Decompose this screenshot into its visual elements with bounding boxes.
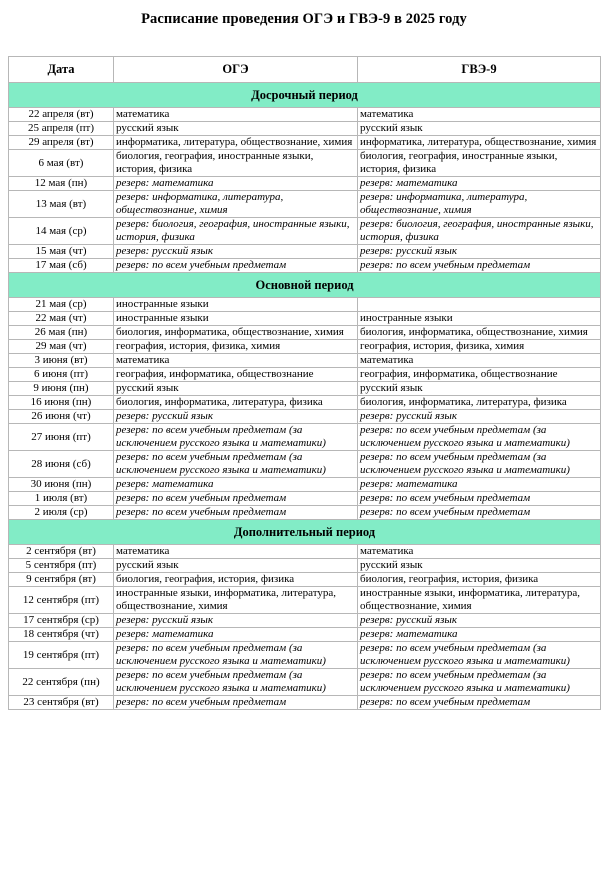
oge-cell: русский язык: [114, 122, 358, 136]
date-cell: 1 июля (вт): [9, 492, 114, 506]
gve-cell: резерв: по всем учебным предметам (за исключением русского языка и математики): [358, 669, 601, 696]
table-row: [9, 354, 601, 368]
period-header-row: [9, 83, 601, 108]
schedule-table: [8, 56, 601, 710]
gve-cell: резерв: по всем учебным предметам (за исключением русского языка и математики): [358, 424, 601, 451]
oge-cell: резерв: математика: [114, 478, 358, 492]
date-cell: 12 сентября (пт): [9, 587, 114, 614]
date-cell: 19 сентября (пт): [9, 642, 114, 669]
oge-cell: резерв: по всем учебным предметам: [114, 696, 358, 710]
oge-cell: резерв: по всем учебным предметам (за исключением русского языка и математики): [114, 669, 358, 696]
table-row: [9, 368, 601, 382]
oge-cell: биология, география, история, физика: [114, 573, 358, 587]
gve-cell: география, история, физика, химия: [358, 340, 601, 354]
date-cell: 6 июня (пт): [9, 368, 114, 382]
gve-cell: русский язык: [358, 122, 601, 136]
gve-cell: биология, информатика, литература, физика: [358, 396, 601, 410]
table-row: [9, 587, 601, 614]
table-row: [9, 312, 601, 326]
gve-cell: резерв: русский язык: [358, 245, 601, 259]
table-row: [9, 150, 601, 177]
gve-cell: резерв: русский язык: [358, 410, 601, 424]
date-cell: 23 сентября (вт): [9, 696, 114, 710]
date-cell: 28 июня (сб): [9, 451, 114, 478]
date-cell: 25 апреля (пт): [9, 122, 114, 136]
gve-cell: резерв: биология, география, иностранные языки, история, физика: [358, 218, 601, 245]
table-row: [9, 340, 601, 354]
date-cell: 14 мая (ср): [9, 218, 114, 245]
date-cell: 22 мая (чт): [9, 312, 114, 326]
oge-cell: иностранные языки: [114, 298, 358, 312]
table-row: [9, 259, 601, 273]
table-row: [9, 245, 601, 259]
gve-cell: резерв: математика: [358, 177, 601, 191]
table-row: [9, 573, 601, 587]
oge-cell: математика: [114, 545, 358, 559]
period-title: Дополнительный период: [9, 520, 601, 545]
oge-cell: резерв: русский язык: [114, 410, 358, 424]
date-cell: 29 апреля (вт): [9, 136, 114, 150]
oge-cell: иностранные языки: [114, 312, 358, 326]
table-row: [9, 424, 601, 451]
oge-cell: география, информатика, обществознание: [114, 368, 358, 382]
gve-cell: резерв: по всем учебным предметам (за исключением русского языка и математики): [358, 642, 601, 669]
table-row: [9, 191, 601, 218]
table-row: [9, 177, 601, 191]
period-header-row: [9, 273, 601, 298]
gve-cell: резерв: по всем учебным предметам (за исключением русского языка и математики): [358, 451, 601, 478]
table-row: [9, 122, 601, 136]
gve-cell: резерв: по всем учебным предметам: [358, 492, 601, 506]
table-row: [9, 492, 601, 506]
oge-cell: резерв: русский язык: [114, 245, 358, 259]
date-cell: 30 июня (пн): [9, 478, 114, 492]
period-header-row: [9, 520, 601, 545]
date-cell: 2 июля (ср): [9, 506, 114, 520]
gve-cell: биология, география, история, физика: [358, 573, 601, 587]
gve-cell: математика: [358, 545, 601, 559]
oge-cell: русский язык: [114, 559, 358, 573]
oge-cell: резерв: по всем учебным предметам (за исключением русского языка и математики): [114, 424, 358, 451]
oge-cell: резерв: русский язык: [114, 614, 358, 628]
date-cell: 26 июня (чт): [9, 410, 114, 424]
oge-cell: резерв: биология, география, иностранные языки, история, физика: [114, 218, 358, 245]
table-row: [9, 642, 601, 669]
oge-cell: география, история, физика, химия: [114, 340, 358, 354]
oge-cell: резерв: по всем учебным предметам (за исключением русского языка и математики): [114, 642, 358, 669]
gve-cell: резерв: информатика, литература, обществознание, химия: [358, 191, 601, 218]
gve-cell: резерв: математика: [358, 478, 601, 492]
table-row: [9, 628, 601, 642]
date-cell: 18 сентября (чт): [9, 628, 114, 642]
date-cell: 9 сентября (вт): [9, 573, 114, 587]
table-row: [9, 545, 601, 559]
date-cell: 5 сентября (пт): [9, 559, 114, 573]
table-row: [9, 696, 601, 710]
date-cell: 22 сентября (пн): [9, 669, 114, 696]
date-cell: 26 мая (пн): [9, 326, 114, 340]
gve-cell: резерв: математика: [358, 628, 601, 642]
oge-cell: резерв: по всем учебным предметам (за исключением русского языка и математики): [114, 451, 358, 478]
gve-cell: резерв: по всем учебным предметам: [358, 259, 601, 273]
gve-cell: [358, 298, 601, 312]
table-row: [9, 108, 601, 122]
column-header-date: Дата: [9, 57, 114, 83]
date-cell: 21 мая (ср): [9, 298, 114, 312]
column-header-oge: ОГЭ: [114, 57, 358, 83]
date-cell: 27 июня (пт): [9, 424, 114, 451]
gve-cell: резерв: русский язык: [358, 614, 601, 628]
gve-cell: биология, информатика, обществознание, химия: [358, 326, 601, 340]
date-cell: 9 июня (пн): [9, 382, 114, 396]
table-row: [9, 326, 601, 340]
table-row: [9, 382, 601, 396]
page-title: Расписание проведения ОГЭ и ГВЭ-9 в 2025 году: [141, 11, 467, 27]
date-cell: 17 мая (сб): [9, 259, 114, 273]
gve-cell: математика: [358, 108, 601, 122]
date-cell: 13 мая (вт): [9, 191, 114, 218]
oge-cell: иностранные языки, информатика, литература, обществознание, химия: [114, 587, 358, 614]
oge-cell: биология, информатика, обществознание, химия: [114, 326, 358, 340]
column-header-gve: ГВЭ-9: [358, 57, 601, 83]
date-cell: 22 апреля (вт): [9, 108, 114, 122]
oge-cell: математика: [114, 354, 358, 368]
table-row: [9, 410, 601, 424]
oge-cell: резерв: математика: [114, 628, 358, 642]
date-cell: 15 мая (чт): [9, 245, 114, 259]
table-row: [9, 506, 601, 520]
gve-cell: информатика, литература, обществознание, химия: [358, 136, 601, 150]
table-row: [9, 478, 601, 492]
table-row: [9, 669, 601, 696]
oge-cell: резерв: по всем учебным предметам: [114, 492, 358, 506]
table-row: [9, 298, 601, 312]
table-row: [9, 614, 601, 628]
table-body: [9, 83, 601, 710]
table-row: [9, 218, 601, 245]
date-cell: 17 сентября (ср): [9, 614, 114, 628]
oge-cell: математика: [114, 108, 358, 122]
gve-cell: география, информатика, обществознание: [358, 368, 601, 382]
table-row: [9, 136, 601, 150]
table-row: [9, 451, 601, 478]
gve-cell: иностранные языки: [358, 312, 601, 326]
gve-cell: биология, география, иностранные языки, история, физика: [358, 150, 601, 177]
gve-cell: резерв: по всем учебным предметам: [358, 696, 601, 710]
date-cell: 29 мая (чт): [9, 340, 114, 354]
date-cell: 16 июня (пн): [9, 396, 114, 410]
gve-cell: иностранные языки, информатика, литература, обществознание, химия: [358, 587, 601, 614]
table-header: [9, 57, 601, 83]
oge-cell: резерв: по всем учебным предметам: [114, 259, 358, 273]
oge-cell: биология, информатика, литература, физика: [114, 396, 358, 410]
period-title: Досрочный период: [9, 83, 601, 108]
oge-cell: информатика, литература, обществознание, химия: [114, 136, 358, 150]
oge-cell: резерв: математика: [114, 177, 358, 191]
gve-cell: русский язык: [358, 559, 601, 573]
date-cell: 3 июня (вт): [9, 354, 114, 368]
gve-cell: резерв: по всем учебным предметам: [358, 506, 601, 520]
oge-cell: русский язык: [114, 382, 358, 396]
table-row: [9, 396, 601, 410]
date-cell: 6 мая (вт): [9, 150, 114, 177]
gve-cell: математика: [358, 354, 601, 368]
gve-cell: русский язык: [358, 382, 601, 396]
date-cell: 2 сентября (вт): [9, 545, 114, 559]
oge-cell: биология, география, иностранные языки, история, физика: [114, 150, 358, 177]
date-cell: 12 мая (пн): [9, 177, 114, 191]
table-row: [9, 559, 601, 573]
period-title: Основной период: [9, 273, 601, 298]
oge-cell: резерв: информатика, литература, обществознание, химия: [114, 191, 358, 218]
oge-cell: резерв: по всем учебным предметам: [114, 506, 358, 520]
